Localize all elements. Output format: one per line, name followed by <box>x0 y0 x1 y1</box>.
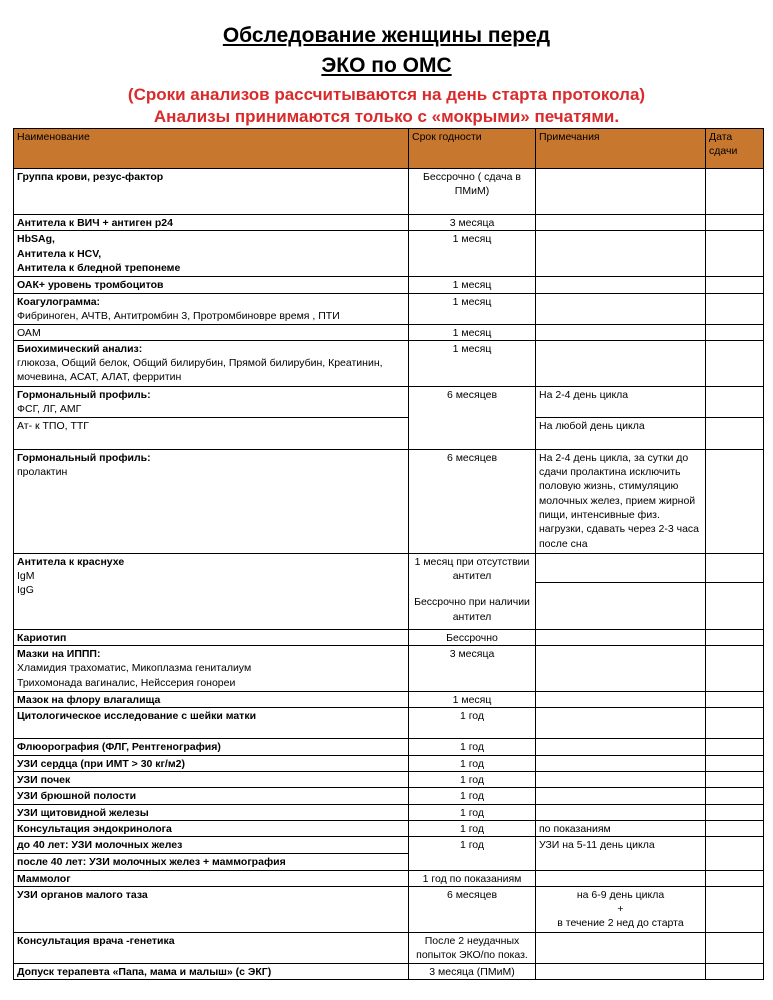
row-name-heading: Биохимический анализ: <box>17 342 143 355</box>
row-term: 3 месяца <box>409 646 536 692</box>
table-row <box>14 820 764 836</box>
table-row <box>14 788 764 804</box>
row-name: Антитела к ВИЧ + антиген р24 <box>14 215 409 231</box>
header-notes: Примечания <box>536 129 706 169</box>
row-notes <box>536 646 706 692</box>
table-row <box>14 804 764 820</box>
table-row <box>14 324 764 340</box>
row-name <box>14 449 409 553</box>
row-notes <box>536 886 706 932</box>
row-notes <box>536 932 706 963</box>
row-notes <box>536 692 706 708</box>
row-name-detail: глюкоза, Общий белок, Общий билирубин, Прямой билирубин, Креатинин, мочевина, АСАТ, АЛАТ, ферритин <box>17 357 383 384</box>
subtitle-line2: Анализы принимаются только с «мокрыми» печатями. <box>153 107 620 126</box>
row-notes <box>536 788 706 804</box>
row-date <box>706 553 764 629</box>
row-date <box>706 788 764 804</box>
row-notes <box>536 870 706 886</box>
table-row <box>14 963 764 979</box>
row-notes <box>536 963 706 979</box>
row-name: Флюорография (ФЛГ, Рентгенография) <box>14 739 409 755</box>
row-date <box>706 870 764 886</box>
row-date <box>706 417 764 449</box>
row-date <box>706 692 764 708</box>
table-row <box>14 870 764 886</box>
table-row <box>14 646 764 692</box>
table-row <box>14 417 764 449</box>
header-name: Наименование <box>14 129 409 169</box>
row-term: 1 месяц <box>409 231 536 277</box>
table-row <box>14 277 764 293</box>
row-date <box>706 820 764 836</box>
table-header-row <box>14 129 764 169</box>
table-row <box>14 293 764 324</box>
row-notes <box>536 169 706 215</box>
row-name: Мазок на флору влагалища <box>14 692 409 708</box>
row-date <box>706 340 764 386</box>
row-date <box>706 277 764 293</box>
row-name-heading: Гормональный профиль: <box>17 451 151 464</box>
table-row <box>14 231 764 277</box>
row-name: УЗИ брюшной полости <box>14 788 409 804</box>
row-name: Кариотип <box>14 629 409 645</box>
row-notes <box>536 215 706 231</box>
row-notes <box>536 772 706 788</box>
row-notes <box>536 340 706 386</box>
row-name-heading: Мазки на ИППП: <box>17 648 101 661</box>
row-date <box>706 772 764 788</box>
table-row <box>14 932 764 963</box>
row-term: 1 год <box>409 804 536 820</box>
row-date <box>706 449 764 553</box>
table-row <box>14 886 764 932</box>
row-name-heading: Антитела к краснухе <box>17 555 125 568</box>
row-date <box>706 629 764 645</box>
row-name: ОАК+ уровень тромбоцитов <box>14 277 409 293</box>
row-term: 1 месяц <box>409 340 536 386</box>
row-notes <box>536 708 706 739</box>
row-term: 1 месяц <box>409 293 536 324</box>
page-title-line2: ЭКО по ОМС <box>321 54 452 77</box>
table-row <box>14 215 764 231</box>
row-name: после 40 лет: УЗИ молочных желез + маммография <box>14 853 409 870</box>
row-name: Консультация эндокринолога <box>14 820 409 836</box>
table-row <box>14 755 764 771</box>
header-date: Дата сдачи <box>706 129 764 169</box>
row-date <box>706 386 764 417</box>
row-name <box>14 293 409 324</box>
row-name: HbSAg, Антитела к HCV, Антитела к бледной трепонеме <box>14 231 409 277</box>
row-date <box>706 755 764 771</box>
row-date <box>706 804 764 820</box>
row-term: 1 год <box>409 788 536 804</box>
table-row <box>14 553 764 629</box>
row-date <box>706 215 764 231</box>
row-notes <box>536 629 706 645</box>
row-term: 6 месяцев <box>409 449 536 553</box>
row-name: Цитологическое исследование с шейки матки <box>14 708 409 739</box>
row-notes <box>536 324 706 340</box>
row-name: Ат- к ТПО, ТТГ <box>14 417 409 449</box>
row-note-a: на 6-9 день цикла <box>576 888 665 901</box>
row-term: 1 год <box>409 820 536 836</box>
row-term: 3 месяца (ПМиМ) <box>409 963 536 979</box>
row-name: УЗИ щитовидной железы <box>14 804 409 820</box>
row-term: 1 год <box>409 755 536 771</box>
row-term: 3 месяца <box>409 215 536 231</box>
row-term: 1 месяц <box>409 324 536 340</box>
row-name <box>14 646 409 692</box>
row-notes: по показаниям <box>536 820 706 836</box>
row-term: 6 месяцев <box>409 886 536 932</box>
row-notes: На любой день цикла <box>536 417 706 449</box>
row-name: Допуск терапевта «Папа, мама и малыш» (с ЭКГ) <box>14 963 409 979</box>
row-notes: УЗИ на 5-11 день цикла <box>536 837 706 870</box>
row-name-detail: Фибриноген, АЧТВ, Антитромбин 3, Протромбиновре время , ПТИ <box>17 309 340 322</box>
table-row <box>14 739 764 755</box>
row-notes <box>536 277 706 293</box>
row-term-b: Бессрочно при наличии антител <box>414 596 530 623</box>
row-note-c: в течение 2 нед до старта <box>557 917 684 930</box>
row-term: 6 месяцев <box>409 386 536 449</box>
table-row <box>14 449 764 553</box>
row-date <box>706 293 764 324</box>
subtitle-line1: (Сроки анализов рассчитываются на день старта протокола) <box>127 85 646 104</box>
row-name: УЗИ органов малого таза <box>14 886 409 932</box>
row-term: Бессрочно ( сдача в ПМиМ) <box>409 169 536 215</box>
row-term: Бессрочно <box>409 629 536 645</box>
row-date <box>706 169 764 215</box>
row-name <box>14 340 409 386</box>
row-term: 1 год <box>409 837 536 870</box>
row-name: УЗИ почек <box>14 772 409 788</box>
row-notes <box>536 231 706 277</box>
table-row <box>14 692 764 708</box>
row-name: до 40 лет: УЗИ молочных желез <box>14 837 409 853</box>
page-title-line1: Обследование женщины перед <box>222 24 551 47</box>
row-note-b: + <box>617 903 624 916</box>
header-term: Срок годности <box>409 129 536 169</box>
row-name-heading: Коагулограмма: <box>17 295 101 308</box>
row-name: ОАМ <box>14 324 409 340</box>
exam-table <box>13 128 764 980</box>
table-row <box>14 772 764 788</box>
row-term-a: 1 месяц при отсутствии антител <box>414 555 530 583</box>
row-name: Группа крови, резус-фактор <box>14 169 409 215</box>
row-name-detail: пролактин <box>17 466 68 479</box>
row-date <box>706 646 764 692</box>
row-date <box>706 886 764 932</box>
row-notes <box>536 293 706 324</box>
row-notes <box>536 755 706 771</box>
row-name <box>14 553 409 629</box>
row-notes <box>536 553 706 629</box>
row-term: После 2 неудачных попыток ЭКО/по показ. <box>409 932 536 963</box>
row-term: 1 год <box>409 772 536 788</box>
row-name-detail: Хламидия трахоматис, Микоплазма гениталиум Трихомонада вагиналис, Нейссерия гонореи <box>17 662 252 689</box>
row-name: Консультация врача -генетика <box>14 932 409 963</box>
row-date <box>706 837 764 870</box>
row-term: 1 месяц <box>409 277 536 293</box>
row-term: 1 год <box>409 708 536 739</box>
row-date <box>706 739 764 755</box>
row-term: 1 месяц <box>409 692 536 708</box>
row-date <box>706 932 764 963</box>
row-name: Маммолог <box>14 870 409 886</box>
table-row <box>14 708 764 739</box>
row-name: УЗИ сердца (при ИМТ > 30 кг/м2) <box>14 755 409 771</box>
table-row <box>14 837 764 853</box>
row-notes: На 2-4 день цикла <box>536 386 706 417</box>
row-term <box>409 553 536 629</box>
row-date <box>706 708 764 739</box>
row-notes <box>536 739 706 755</box>
table-row <box>14 386 764 417</box>
row-term: 1 год <box>409 739 536 755</box>
table-row <box>14 169 764 215</box>
row-name-detail: ФСГ, ЛГ, АМГ <box>17 403 82 416</box>
row-notes: На 2-4 день цикла, за сутки до сдачи пролактина исключить половую жизнь, стимуляцию молочных желез, прием жирной пищи, интенсивные физ. нагрузки, сдавать через 2-3 часа после сна <box>536 449 706 553</box>
table-row <box>14 340 764 386</box>
table-row <box>14 629 764 645</box>
row-date <box>706 963 764 979</box>
row-date <box>706 231 764 277</box>
row-name <box>14 386 409 417</box>
row-term: 1 год по показаниям <box>409 870 536 886</box>
row-name-detail: IgM IgG <box>17 570 35 597</box>
row-date <box>706 324 764 340</box>
row-notes <box>536 804 706 820</box>
row-name-heading: Гормональный профиль: <box>17 388 151 401</box>
